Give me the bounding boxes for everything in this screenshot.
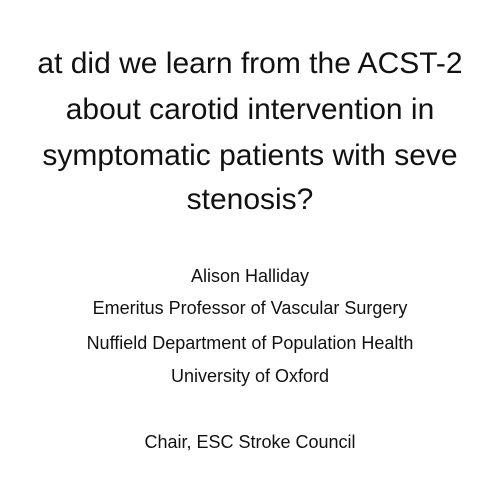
slide-title-line-3: symptomatic patients with seve (42, 139, 458, 172)
author-institution: University of Oxford (170, 366, 330, 386)
slide-title-line-1: at did we learn from the ACST-2 (37, 47, 463, 80)
author-department: Nuffield Department of Population Health (86, 333, 414, 353)
author-role: Chair, ESC Stroke Council (144, 432, 356, 452)
slide-title-line-4: stenosis? (186, 183, 314, 216)
author-position: Emeritus Professor of Vascular Surgery (92, 298, 408, 318)
slide-title-line-2: about carotid intervention in (65, 93, 435, 126)
author-name: Alison Halliday (190, 266, 310, 286)
